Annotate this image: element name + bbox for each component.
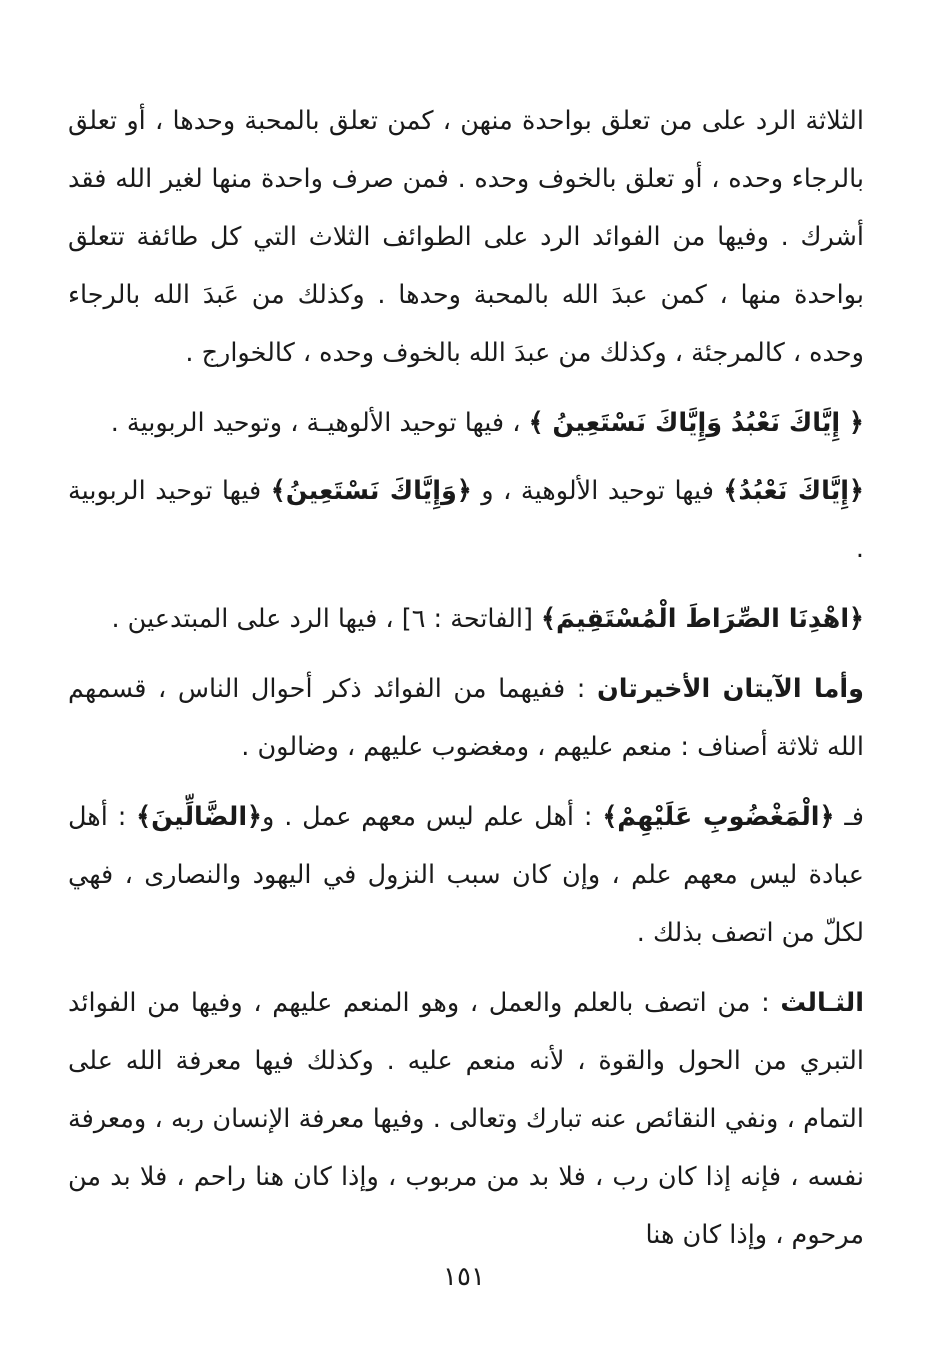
- quran-verse: ﴿وَإِيَّاكَ نَسْتَعِينُ﴾: [270, 476, 472, 506]
- paragraph-third-group: [68, 974, 864, 1264]
- paragraph-text: فيها توحيد الربوبية .: [68, 476, 864, 564]
- quran-verse: ﴿إِيَّاكَ نَعْبُدُ﴾: [723, 476, 864, 506]
- paragraph-text: : من اتصف بالعلم والعمل ، وهو المنعم عليهم ، وفيها من الفوائد التبري من الحول والقوة ، لأنه منعم عليه . وكذلك فيها معرفة الله على التمام ، ونفي النقائص عنه تبارك وتعالى . وفيها معرفة الإنسان ربه ، ومعرفة نفسه ، فإنه إذا كان رب ، فلا بد من مربوب ، وإذا كان هنا راحم ، فلا بد من مرحوم ، وإذا كان هنا: [68, 988, 864, 1250]
- paragraph-three-worship-pillars: [68, 92, 864, 382]
- paragraph-text: : أهل عبادة ليس معهم علم ، وإن كان سبب النزول في اليهود والنصارى ، فهي لكلّ من اتصف بذلك .: [68, 802, 864, 948]
- quran-verse: ﴿اهْدِنَا الصِّرَاطَ الْمُسْتَقِيمَ﴾: [541, 604, 864, 634]
- paragraph-text: فـ: [834, 802, 864, 832]
- quran-verse: ﴿الضَّالِّينَ﴾: [136, 802, 263, 832]
- paragraph-maghdoub-daalleen: [68, 788, 864, 962]
- section-lead: وأما الآيتان الأخيرتان: [596, 674, 864, 704]
- paragraph-last-two-verses: [68, 660, 864, 776]
- paragraph-text: الثلاثة الرد على من تعلق بواحدة منهن ، كمن تعلق بالمحبة وحدها ، أو تعلق بالرجاء وحده ، أو تعلق بالخوف وحده . فمن صرف واحدة منها لغير الله فقد أشرك . وفيها من الفوائد الرد على الطوائف الثلاث التي كل طائفة تتعلق بواحدة منها ، كمن عبدَ الله بالمحبة وحدها . وكذلك من عَبدَ الله بالرجاء وحده ، كالمرجئة ، وكذلك من عبدَ الله بالخوف وحده ، كالخوارج .: [68, 106, 864, 368]
- paragraph-text: [الفاتحة : ٦] ، فيها الرد على المبتدعين .: [111, 604, 541, 634]
- quran-verse: ﴿ إِيَّاكَ نَعْبُدُ وَإِيَّاكَ نَسْتَعِينُ ﴾: [528, 408, 864, 438]
- paragraph-text: : أهل علم ليس معهم عمل . و: [262, 802, 603, 832]
- section-lead: الثـالث: [780, 988, 864, 1018]
- paragraph-text: ، فيها توحيد الألوهيـة ، وتوحيد الربوبية .: [110, 408, 529, 438]
- paragraph-iyyaka-summary: [68, 394, 864, 452]
- paragraph-text: فيها توحيد الألوهية ، و: [471, 476, 724, 506]
- paragraph-ihdina: [68, 590, 864, 648]
- page-body: [68, 92, 864, 1272]
- paragraph-iyyaka-detail: [68, 462, 864, 578]
- quran-verse: ﴿الْمَغْضُوبِ عَلَيْهِمْ﴾: [602, 802, 835, 832]
- paragraph-text: : ففيهما من الفوائد ذكر أحوال الناس ، قسمهم الله ثلاثة أصناف : منعم عليهم ، ومغضوب عليهم ، وضالون .: [68, 674, 864, 762]
- page-number: ١٥١: [443, 1262, 485, 1292]
